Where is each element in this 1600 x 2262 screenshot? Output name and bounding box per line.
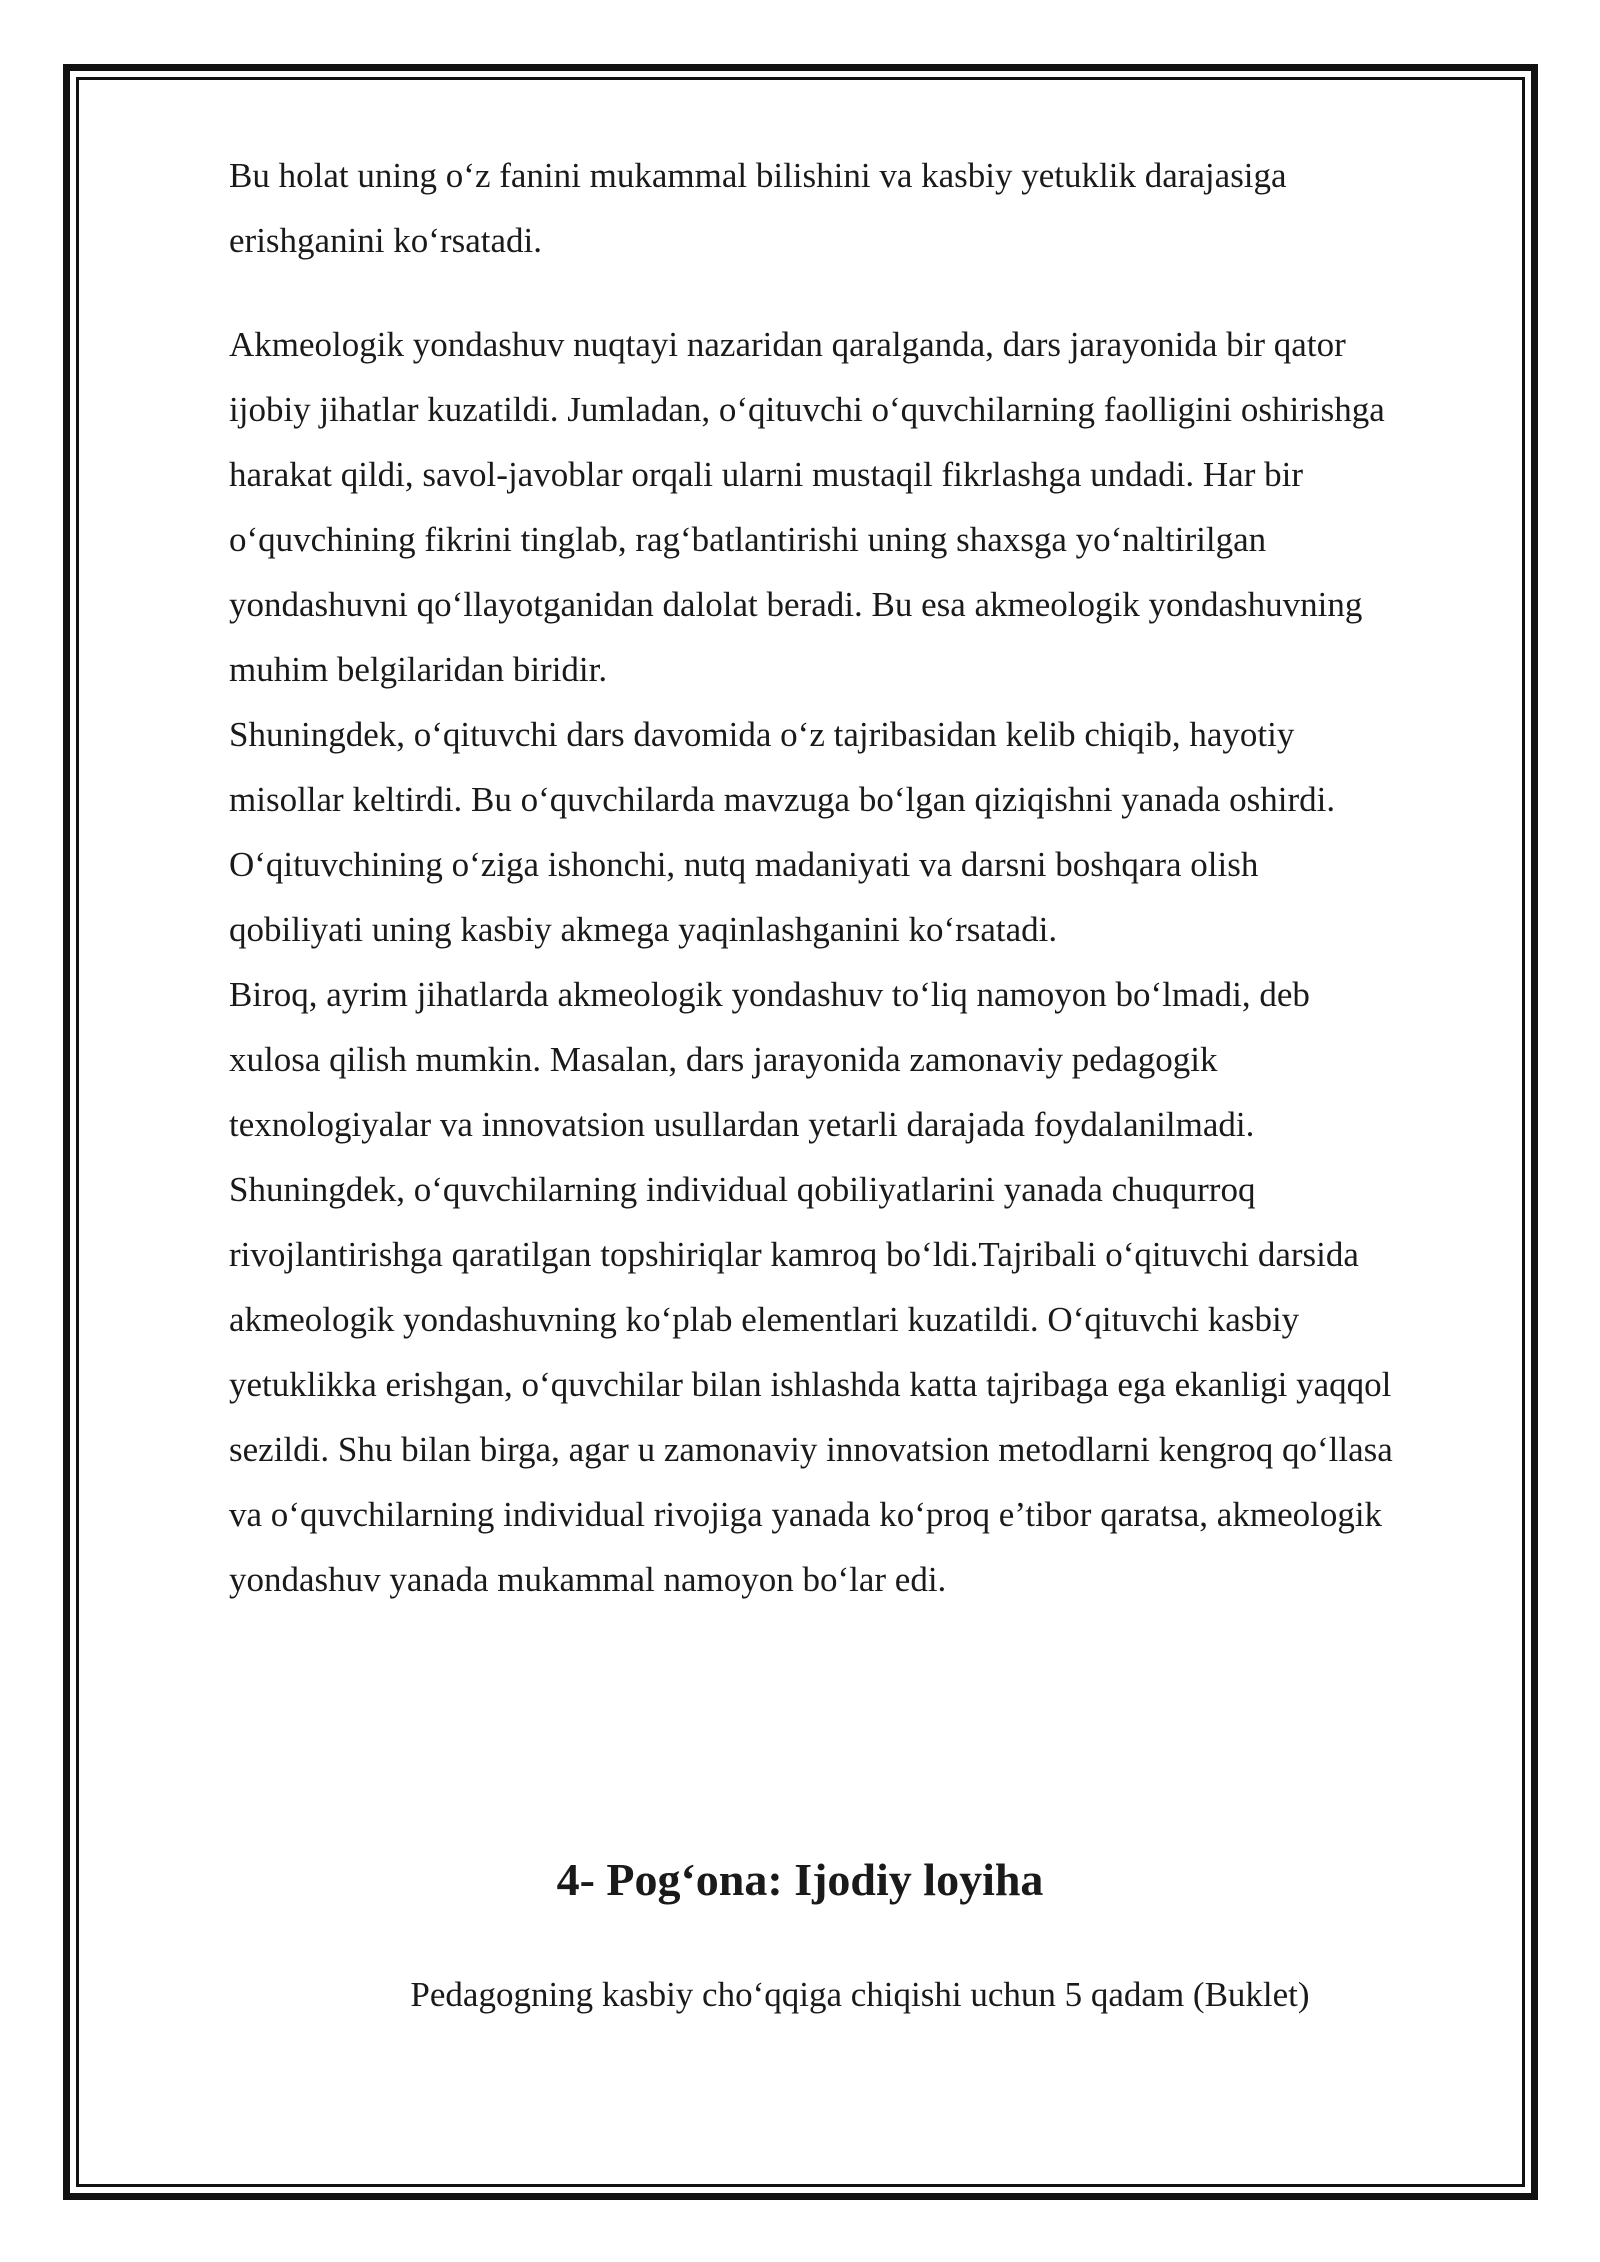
text-line: ijobiy jihatlar kuzatildi. Jumladan, o‘qituvchi o‘quvchilarning faolligini oshirishga xyxy=(229,390,1385,429)
text-line: qobiliyati uning kasbiy akmega yaqinlashganini ko‘rsatadi. xyxy=(229,910,1058,949)
text-line: Shuningdek, o‘qituvchi dars davomida o‘z tajribasidan kelib chiqib, hayotiy xyxy=(229,715,1295,754)
text-line: Bu holat uning o‘z fanini mukammal bilishini va kasbiy yetuklik darajasiga xyxy=(229,156,1287,195)
text-line: yondashuvni qo‘llayotganidan dalolat beradi. Bu esa akmeologik yondashuvning xyxy=(229,585,1363,624)
paragraph-intro xyxy=(229,143,1499,273)
text-line: xulosa qilish mumkin. Masalan, dars jarayonida zamonaviy pedagogik xyxy=(229,1040,1218,1079)
text-line: muhim belgilaridan biridir. xyxy=(229,650,608,689)
text-line: sezildi. Shu bilan birga, agar u zamonaviy innovatsion metodlarni kengroq qo‘llasa xyxy=(229,1430,1393,1469)
text-line: Biroq, ayrim jihatlarda akmeologik yondashuv to‘liq namoyon bo‘lmadi, deb xyxy=(229,975,1310,1014)
text-line: O‘qituvchining o‘ziga ishonchi, nutq madaniyati va darsni boshqara olish xyxy=(229,845,1259,884)
text-line: Akmeologik yondashuv nuqtayi nazaridan qaralganda, dars jarayonida bir qator xyxy=(229,325,1346,364)
section-subheading: Pedagogning kasbiy cho‘qqiga chiqishi uchun 5 qadam (Buklet) xyxy=(410,1975,1310,2014)
text-line: yondashuv yanada mukammal namoyon bo‘lar edi. xyxy=(229,1560,947,1599)
text-line: Shuningdek, o‘quvchilarning individual qobiliyatlarini yanada chuqurroq xyxy=(229,1170,1256,1209)
text-line: erishganini ko‘rsatadi. xyxy=(229,221,542,260)
text-line: akmeologik yondashuvning ko‘plab elementlari kuzatildi. O‘qituvchi kasbiy xyxy=(229,1300,1300,1339)
text-line: va o‘quvchilarning individual rivojiga yanada ko‘proq e’tibor qaratsa, akmeologik xyxy=(229,1495,1383,1534)
paragraph-analysis xyxy=(229,312,1499,1612)
text-line: misollar keltirdi. Bu o‘quvchilarda mavzuga bo‘lgan qiziqishni yanada oshirdi. xyxy=(229,780,1336,819)
text-line: texnologiyalar va innovatsion usullardan yetarli darajada foydalanilmadi. xyxy=(229,1105,1255,1144)
section-heading: 4- Pog‘ona: Ijodiy loyiha xyxy=(556,1854,1044,1905)
text-line: o‘quvchining fikrini tinglab, rag‘batlantirishi uning shaxsga yo‘naltirilgan xyxy=(229,520,1267,559)
text-line: harakat qildi, savol-javoblar orqali ularni mustaqil fikrlashga undadi. Har bir xyxy=(229,455,1303,494)
text-line: yetuklikka erishgan, o‘quvchilar bilan ishlashda katta tajribaga ega ekanligi yaqqol xyxy=(229,1365,1392,1404)
text-line: rivojlantirishga qaratilgan topshiriqlar kamroq bo‘ldi.Tajribali o‘qituvchi darsida xyxy=(229,1235,1359,1274)
